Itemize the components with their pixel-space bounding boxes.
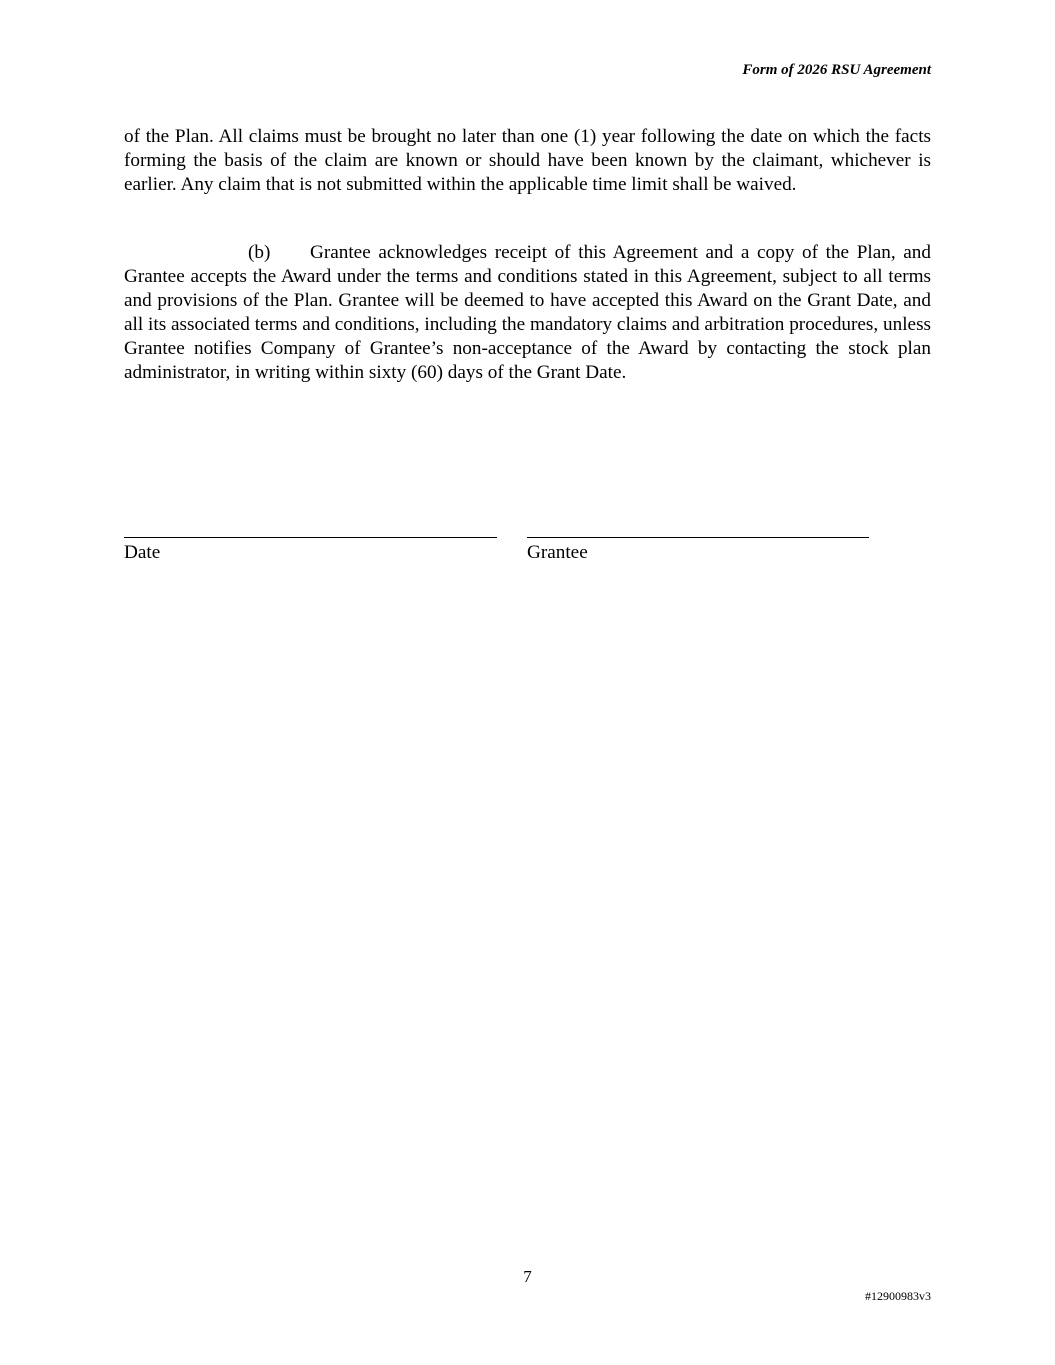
document-header-title: Form of 2026 RSU Agreement [742, 62, 931, 78]
paragraph-b-text: Grantee acknowledges receipt of this Agreement and a copy of the Plan, and Grantee accepts the Award under the terms and conditions stated in this Agreement, subject to all terms and provisions of the Plan. Grantee will be deemed to have accepted this Award on the Grant Date, and all its associated terms and conditions, including the mandatory claims and arbitration procedures, unless Grantee notifies Company of Grantee’s non-acceptance of the Award by contacting the stock plan administrator, in writing within sixty (60) days of the Grant Date. [124, 242, 931, 383]
date-label: Date [124, 542, 161, 563]
paragraph-b [124, 241, 931, 385]
paragraph-continued: of the Plan. All claims must be brought no later than one (1) year following the date on which the facts forming the basis of the claim are known or should have been known by the claimant, whichever is earlier. Any claim that is not submitted within the applicable time limit shall be waived. [124, 126, 931, 195]
page-number: 7 [523, 1267, 532, 1286]
document-id: #12900983v3 [865, 1289, 931, 1303]
grantee-label: Grantee [527, 542, 588, 563]
grantee-signature-line [527, 537, 869, 538]
paragraph-b-label: (b) [248, 242, 271, 263]
date-signature-line [124, 537, 497, 538]
